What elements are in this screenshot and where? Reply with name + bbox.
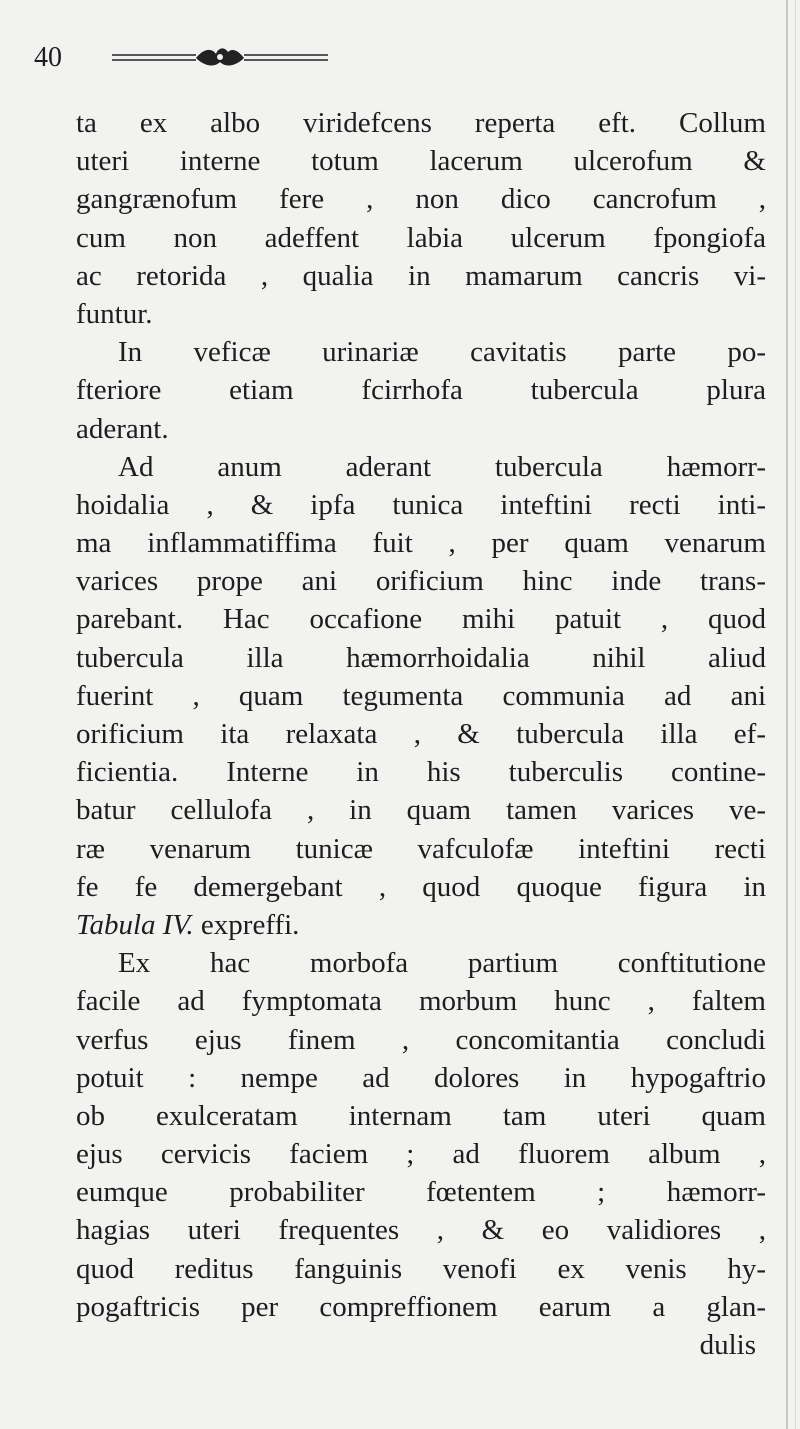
text-line: varices prope ani orificium hinc inde trans- (76, 565, 766, 598)
header-ornament (112, 46, 328, 70)
page-edge (786, 0, 788, 1429)
text-line: quod reditus fanguinis venofi ex venis hy- (76, 1252, 766, 1285)
text-line: facile ad fymptomata morbum hunc , faltem (76, 985, 766, 1018)
text-line: cum non adeffent labia ulcerum fpongiofa (76, 221, 766, 254)
text-line: parebant. Hac occafione mihi patuit , quod (76, 603, 766, 636)
text-line: Ex hac morbofa partium conftitutione (118, 947, 766, 980)
text-line-tabula: Tabula IV. expreffi. (76, 908, 300, 941)
body-text (76, 104, 766, 1364)
text-line: Ad anum aderant tubercula hæmorr- (118, 450, 766, 483)
text-line: hagias uteri frequentes , & eo validiores , (76, 1214, 766, 1247)
text-line: fe fe demergebant , quod quoque figura in (76, 870, 766, 903)
text-line: ficientia. Interne in his tuberculis contine- (76, 756, 766, 789)
page-edge-outer (795, 0, 796, 1429)
text-line: fuerint , quam tegumenta communia ad ani (76, 679, 766, 712)
catchword: dulis (699, 1329, 756, 1361)
text-line: ac retorida , qualia in mamarum cancris vi- (76, 259, 766, 292)
text-line: ta ex albo viridefcens reperta eft. Collum (76, 107, 766, 139)
text-line: tubercula illa hæmorrhoidalia nihil aliud (76, 641, 766, 674)
text-line: hoidalia , & ipfa tunica inteftini recti inti- (76, 488, 766, 521)
text-line: batur cellulofa , in quam tamen varices ve- (76, 794, 766, 827)
text-line: orificium ita relaxata , & tubercula illa ef- (76, 718, 766, 750)
text-line: fteriore etiam fcirrhofa tubercula plura (76, 374, 766, 407)
text-line: In veficæ urinariæ cavitatis parte po- (118, 336, 766, 369)
page-number: 40 (34, 42, 62, 73)
text-line: verfus ejus finem , concomitantia concludi (76, 1023, 766, 1056)
tabula-reference: Tabula IV. (76, 908, 194, 941)
text-line: ræ venarum tunicæ vafculofæ inteftini recti (76, 832, 766, 865)
text-line: funtur. (76, 297, 153, 330)
text-line: gangrænofum fere , non dico cancrofum , (76, 183, 766, 216)
text-line: eumque probabiliter fœtentem ; hæmorr- (76, 1176, 766, 1209)
text-line: pogaftricis per compreffionem earum a glan- (76, 1290, 766, 1323)
text-line: ma inflammatiffima fuit , per quam venarum (76, 527, 766, 560)
text-line: potuit : nempe ad dolores in hypogaftrio (76, 1061, 766, 1094)
page-header (34, 36, 554, 80)
text-line: aderant. (76, 412, 169, 445)
text-line: uteri interne totum lacerum ulcerofum & (76, 145, 766, 178)
text-line: ejus cervicis faciem ; ad fluorem album , (76, 1138, 766, 1171)
text-line: ob exulceratam internam tam uteri quam (76, 1099, 766, 1132)
